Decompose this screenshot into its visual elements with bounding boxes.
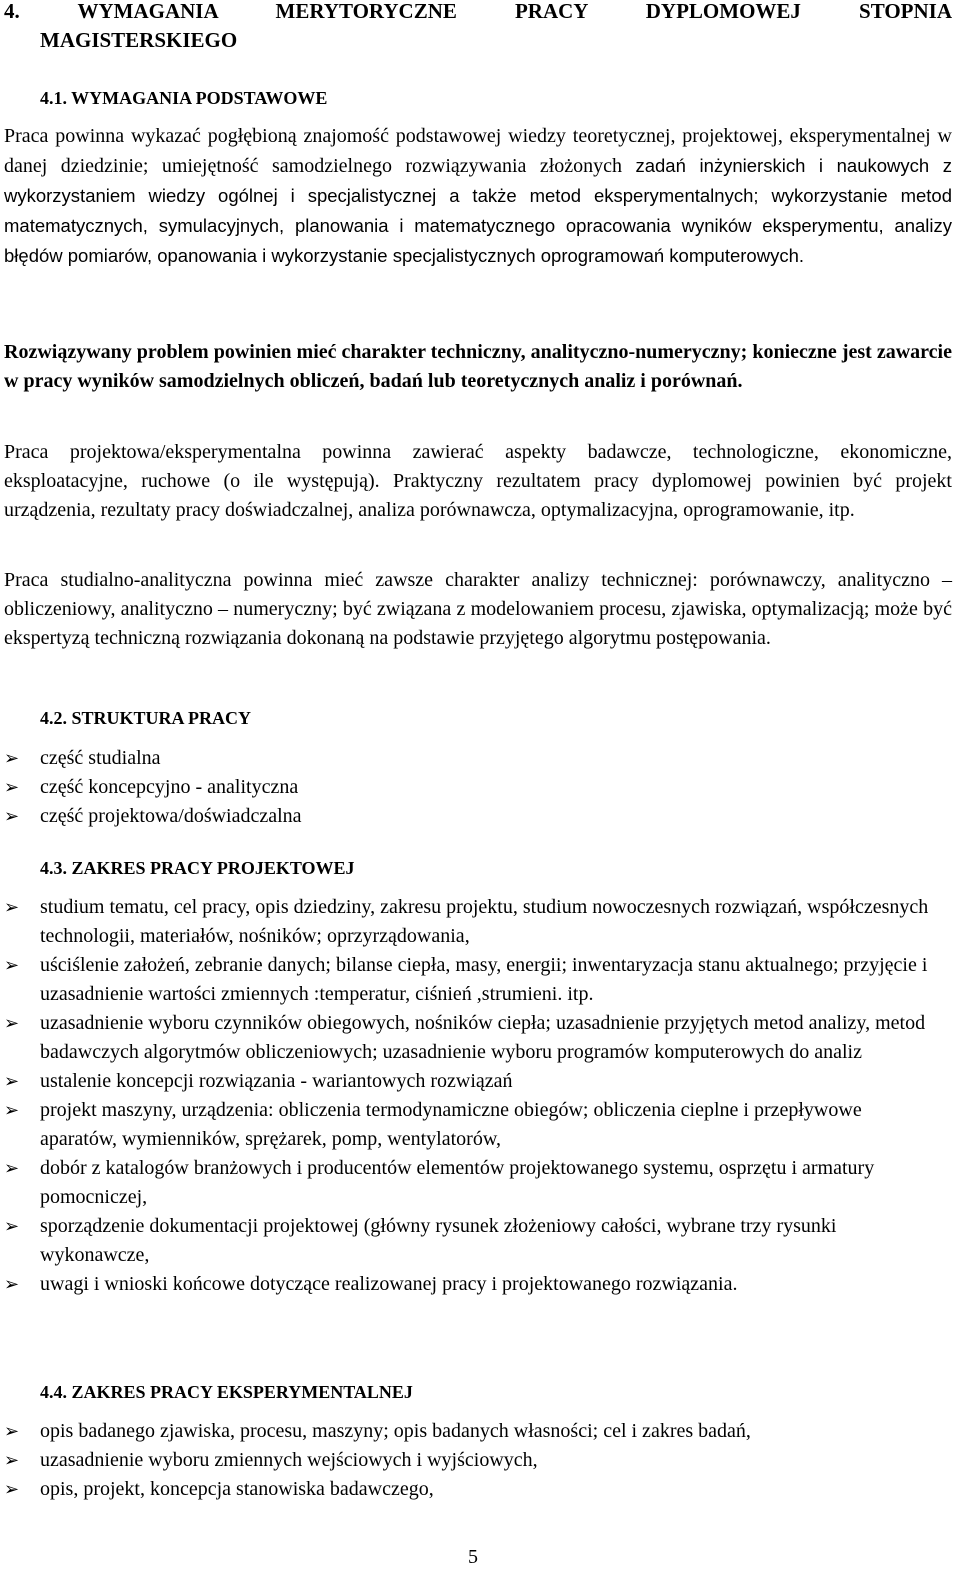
page-number: 5 — [468, 1546, 478, 1568]
list-item: ➢ uwagi i wnioski końcowe dotyczące realizowanej pracy i projektowanego rozwiązania. — [0, 1270, 940, 1299]
arrowhead-bullet-icon: ➢ — [4, 1013, 20, 1034]
section-4-1-paragraph-2: Rozwiązywany problem powinien mieć charakter techniczny, analityczno-numeryczny; konieczne jest zawarcie w pracy wyników samodzielnych obliczeń, badań lub teoretycznych analiz i porównań. — [4, 341, 952, 392]
section-4-4-title: 4.4. ZAKRES PRACY EKSPERYMENTALNEJ — [40, 1382, 413, 1402]
list-item: ➢ część studialna — [0, 744, 940, 773]
list-item: ➢ uzasadnienie wyboru czynników obiegowych, nośników ciepła; uzasadnienie przyjętych metod analizy, metod badawczych algorytmów obliczeniowych; uzasadnienie wyboru programów komputerowych do analiz — [0, 1009, 940, 1067]
arrowhead-bullet-icon: ➢ — [4, 1274, 20, 1295]
experimental-scope-list — [0, 1417, 940, 1504]
list-item: ➢ opis badanego zjawiska, procesu, maszyny; opis badanych własności; cel i zakres badań, — [0, 1417, 940, 1446]
list-item: ➢ część projektowa/doświadczalna — [0, 802, 940, 831]
arrowhead-bullet-icon: ➢ — [4, 1216, 20, 1237]
arrowhead-bullet-icon: ➢ — [4, 897, 20, 918]
section-4-2-title: 4.2. STRUKTURA PRACY — [40, 708, 252, 728]
section-4-3-title: 4.3. ZAKRES PRACY PROJEKTOWEJ — [40, 858, 355, 878]
main-heading-continuation: MAGISTERSKIEGO — [40, 28, 238, 52]
list-item: ➢ opis, projekt, koncepcja stanowiska badawczego, — [0, 1475, 940, 1504]
structure-list — [0, 744, 940, 831]
arrowhead-bullet-icon: ➢ — [4, 955, 20, 976]
arrowhead-bullet-icon: ➢ — [4, 1450, 20, 1471]
arrowhead-bullet-icon: ➢ — [4, 748, 20, 769]
section-4-1-paragraph-4: Praca studialno-analityczna powinna mieć zawsze charakter analizy technicznej: porównawczy, analityczno – obliczeniowy, analityczno – numeryczny; być związana z modelowaniem procesu, zjawiska, optymalizacją; może być ekspertyzą techniczną rozwiązania dokonaną na podstawie przyjętego algorytmu postępowania. — [4, 569, 952, 649]
list-item: ➢ uściślenie założeń, zebranie danych; bilanse ciepła, masy, energii; inwentaryzacja stanu aktualnego; przyjęcie i uzasadnienie wartości zmiennych :temperatur, ciśnień ,strumieni. itp. — [0, 951, 940, 1009]
list-item: ➢ uzasadnienie wyboru zmiennych wejściowych i wyjściowych, — [0, 1446, 940, 1475]
paragraph-1-text-b: zadań inżynierskich i naukowych z wykorzystaniem wiedzy ogólnej i specjalistycznej a także metod eksperymentalnych; wykorzystanie metod matematycznych, symulacyjnych, planowania i matematycznego opracowania wyników eksperymentu, analizy błędów pomiarów, opanowania i wykorzystanie specjalistycznych oprogramowań komputerowych. — [4, 155, 952, 266]
arrowhead-bullet-icon: ➢ — [4, 806, 20, 827]
arrowhead-bullet-icon: ➢ — [4, 1158, 20, 1179]
list-item: ➢ projekt maszyny, urządzenia: obliczenia termodynamiczne obiegów; obliczenia cieplne i przepływowe aparatów, wymienników, sprężarek, pomp, wentylatorów, — [0, 1096, 940, 1154]
arrowhead-bullet-icon: ➢ — [4, 1479, 20, 1500]
main-heading: 4. WYMAGANIA MERYTORYCZNE PRACY DYPLOMOWEJ STOPNIA — [4, 0, 952, 23]
paragraph-1-text-a: Praca powinna wykazać pogłębioną znajomość podstawowej wiedzy teoretycznej, projektowej, eksperymentalnej w danej dziedzinie; umiejętność samodzielnego rozwiązywania złożonych — [4, 125, 952, 177]
section-4-1-paragraph-1 — [4, 122, 952, 271]
list-item: ➢ część koncepcyjno - analityczna — [0, 773, 940, 802]
arrowhead-bullet-icon: ➢ — [4, 1421, 20, 1442]
arrowhead-bullet-icon: ➢ — [4, 1100, 20, 1121]
list-item: ➢ dobór z katalogów branżowych i producentów elementów projektowanego systemu, osprzętu i armatury pomocniczej, — [0, 1154, 940, 1212]
arrowhead-bullet-icon: ➢ — [4, 1071, 20, 1092]
section-4-1-title: 4.1. WYMAGANIA PODSTAWOWE — [40, 88, 328, 108]
arrowhead-bullet-icon: ➢ — [4, 777, 20, 798]
list-item: ➢ ustalenie koncepcji rozwiązania - wariantowych rozwiązań — [0, 1067, 940, 1096]
section-4-1-paragraph-3: Praca projektowa/eksperymentalna powinna zawierać aspekty badawcze, technologiczne, ekonomiczne, eksploatacyjne, ruchowe (o ile występują). Praktyczny rezultatem pracy dyplomowej powinien być projekt urządzenia, rezultaty pracy doświadczalnej, analiza porównawcza, optymalizacyjna, oprogramowanie, itp. — [4, 441, 952, 521]
list-item: ➢ studium tematu, cel pracy, opis dziedziny, zakresu projektu, studium nowoczesnych rozwiązań, współczesnych technologii, materiałów, nośników; oprzyrządowania, — [0, 893, 940, 951]
project-scope-list — [0, 893, 940, 1299]
list-item: ➢ sporządzenie dokumentacji projektowej (główny rysunek złożeniowy całości, wybrane trzy rysunki wykonawcze, — [0, 1212, 940, 1270]
